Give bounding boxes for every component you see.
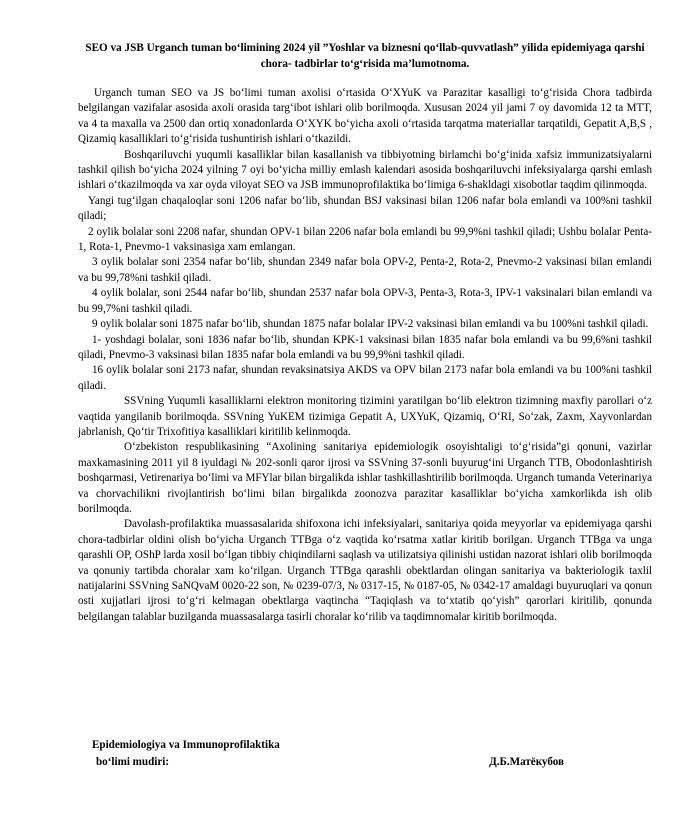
document-page	[78, 40, 652, 768]
document-body	[78, 86, 652, 625]
paragraph-1-year: 1- yoshdagi bolalar, soni 1836 nafar bo‘lib, shundan KPK-1 vaksinasi bilan 1835 nafar bola emlandi va bu 99,6%ni tashkil qiladi, Pnevmo-3 vaksinasi bilan 1835 nafar bola emlandi va bu 99,9%ni tashkil qiladi.	[78, 333, 652, 361]
paragraph-hospitals: Davolash-profilaktika muassasalarida shifoxona ichi infeksiyalari, sanitariya qoida meyyorlar va epidemiyaga qarshi chora-tadbirlar oldini olish bo‘yicha Urganch TTBga o‘z vaqtida ko‘rsatma xatlar kiritib borilgan. Urganch TTBga va unga qarashli OP, OShP larda xosil bo‘lgan tibbiy chiqindilarni saqlash va utilizatsiya qilinishi ustidan nazorat ishlari olib borilmoqda va qonuniy tartibda choralar xam ko‘rilgan. Urganch TTBga qarashli obektlardan olingan sanitariya va bakteriologik taxlil natijalarini SSVning SaNQvaM 0020-22 son, № 0239-07/3, № 0317-15, № 0187-05, № 0342-17 amaldagi buyuruqlari va qonun osti xujjatlari ijrosi to‘g‘ri kelmagan obektlarga vaqtincha “Taqiqlash va to‘xtatib qo‘yish” qarorlari kiritilib, qonunda belgilangan talablar buzilganda muassasalarga tasirli choralar ko‘rilib va taqdimnomalar kiritib borilmoqda.	[78, 518, 652, 623]
paragraph-newborns: Yangi tug‘ilgan chaqaloqlar soni 1206 nafar bo‘lib, shundan BSJ vaksinasi bilan 1206 nafar bola emlandi va 100%ni tashkil qiladi;	[78, 194, 652, 223]
paragraph-law: O‘zbekiston respublikasining “Axolining sanitariya epidemiologik osoyishtaligi to‘g‘risida”gi qonuni, vazirlar maxkamasining 2011 yil 8 iyuldagi № 202-sonli qaror ijrosi va SSVning 37-sonli buyurug‘ini Urganch TTB, Obodonlashtirish boshqarmasi, Vetirenariya bo‘limi va MFYlar bilan birgalikda ishlar tashkillashtirilib borilmoqda. Urganch tumanda Veterinariya va chorvachilikni rivojlantirish bo‘limi bilan birgalikda zoonozva parazitar kasalliklar bo‘yicha xamkorlikda ish olib borilmoqda.	[78, 441, 652, 515]
signature-department: Epidemiologiya va Immunoprofilaktika	[92, 739, 280, 751]
paragraph-9-months: 9 oylik bolalar soni 1875 nafar bo‘lib, shundan 1875 nafar bolalar IPV-2 vaksinasi bilan emlandi va bu 100%ni tashkil qiladi.	[92, 318, 649, 331]
signature-block	[78, 737, 652, 771]
paragraph-2-months: 2 oylik bolalar soni 2208 nafar, shundan OPV-1 bilan 2206 nafar bola emlandi bu 99,9%ni tashkil qiladi; Ushbu bolalar Penta-1, Rota-1, Pnevmo-1 vaksinasiga xam emlangan.	[78, 225, 652, 254]
paragraph-3-months: 3 oylik bolalar soni 2354 nafar bo‘lib, shundan 2349 nafar bola OPV-2, Penta-2, Rota-2, Pnevmo-2 vaksinasi bilan emlandi va bu 99,78%ni tashkil qiladi.	[78, 256, 652, 284]
paragraph-4-months: 4 oylik bolalar, soni 2544 nafar bo‘lib, shundan 2537 nafar bola OPV-3, Penta-3, Rota-3, IPV-1 vaksinalari bilan emlandi va bu 99,7%ni tashkil qiladi.	[78, 287, 652, 315]
signature-name: Д.Б.Матёкубов	[489, 756, 564, 768]
paragraph-immunization: Boshqariluvchi yuqumli kasalliklar bilan kasallanish va tibbiyotning birlamchi bo‘g‘inida xafsiz immunizatsiyalarni tashkil qilish bo‘yicha 2024 yilning 7 oyi bo‘yicha milliy emlash kalendari asosida boshqariluvchi infeksiyalarga qarshi emlash ishlari o‘tkazilmoqda va xar oyda viloyat SEO va JSB immunoprofilaktika bo‘limiga 6-shakldagi xisobotlar taqdim qilinmoqda.	[78, 148, 652, 192]
signature-row	[78, 754, 652, 771]
paragraph-monitoring: SSVning Yuqumli kasalliklarni elektron monitoring tizimini yaratilgan bo‘lib elektron tizimning maxfiy parollari o‘z vaqtida yangilanib borilmoqda. SSVning YuKEM tizimiga Gepatit A, UXYuK, Qizamiq, O‘RI, So‘zak, Zaxm, Xayvonlardan jabrlanish, Qo‘tir Trixofitiya kasalliklari kiritilib kelinmoqda.	[78, 395, 652, 438]
signature-position: bo‘limi mudiri:	[96, 756, 170, 768]
paragraph-propaganda: Urganch tuman SEO va JS bo‘limi tuman axolisi o‘rtasida O‘XYuK va Parazitar kasalligi to‘g‘risida Chora tadbirda belgilangan vazifalar asosida axoli orasida targ‘ibot ishlari olib borilmoqda. Xususan 2024 yil jami 7 oy davomida 12 ta MTT, va 4 ta maxalla va 2500 dan ortiq xonadonlarda O‘XYK bo‘yicha axoli o‘rtasida tarqatma materiallar tarqatildi, Gepatit A,B,S , Qizamiq kasalliklari to‘g‘risida tushuntirish ishlari o‘tkazildi.	[78, 87, 652, 146]
paragraph-16-months: 16 oylik bolalar soni 2173 nafar, shundan revaksinatsiya AKDS va OPV bilan 2173 nafar bola emlandi va bu 100%ni tashkil qiladi.	[78, 364, 652, 392]
document-title: SEO va JSB Urganch tuman bo‘limining 2024 yil ”Yoshlar va biznesni qo‘llab-quvvatlash” yilida epidemiyaga qarshi chora- tadbirlar to‘g‘risida ma’lumotnoma.	[85, 42, 645, 70]
